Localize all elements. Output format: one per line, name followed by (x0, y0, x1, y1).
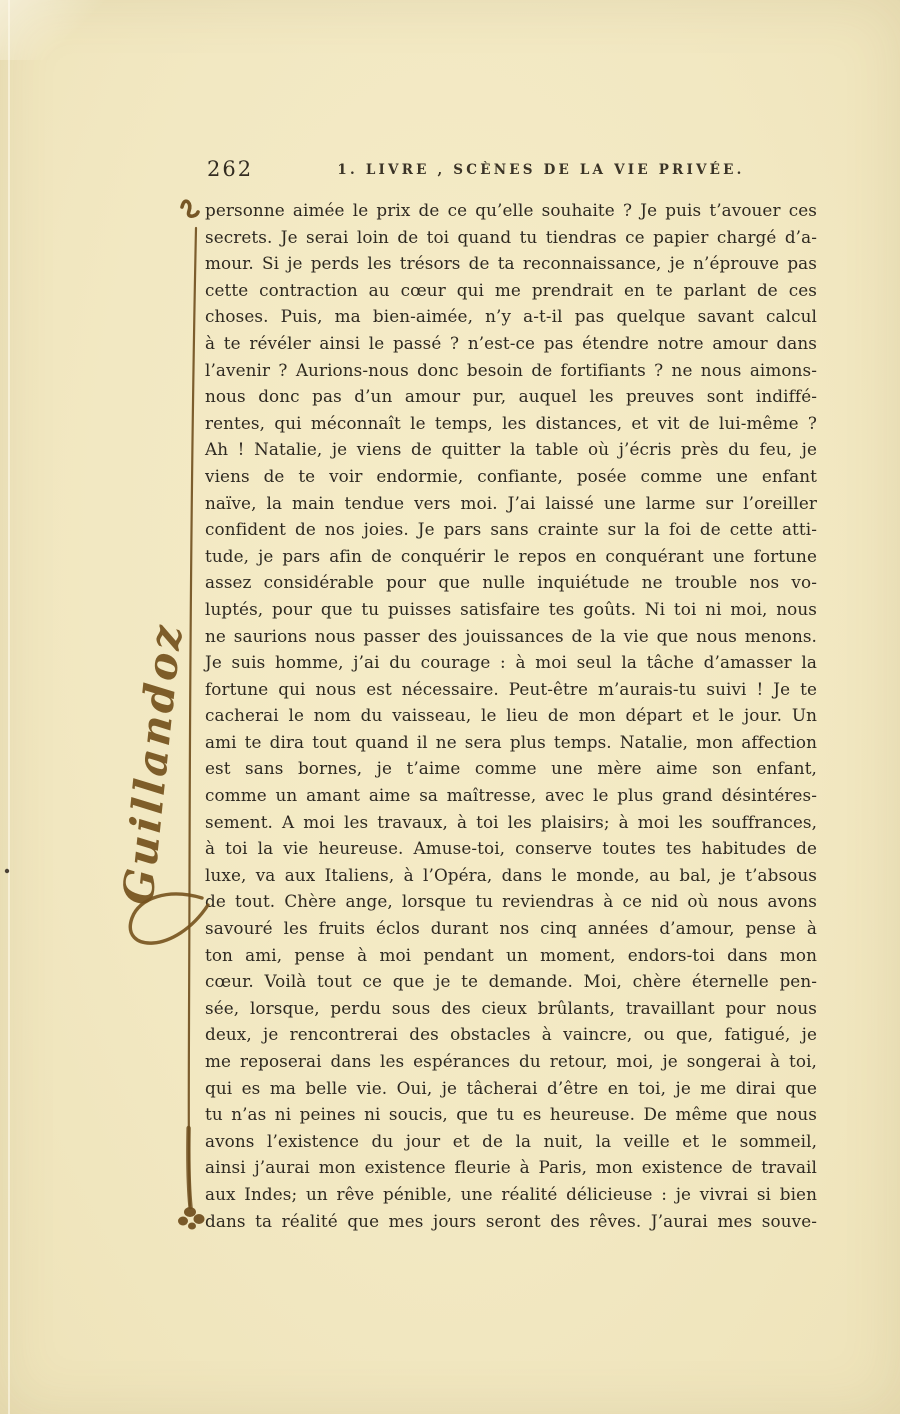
text-line: Ah ! Natalie, je viens de quitter la table où j’écris près du feu, je (205, 439, 817, 460)
text-line: mour. Si je perds les trésors de ta reconnaissance, je n’éprouve pas (205, 253, 817, 274)
text-line: secrets. Je serai loin de toi quand tu tiendras ce papier chargé d’a- (205, 226, 817, 247)
text-line: fortune qui nous est nécessaire. Peut-être m’aurais-tu suivi ! Je te (205, 678, 817, 699)
text-line: me reposerai dans les espérances du retour, moi, je songerai à toi, (205, 1051, 817, 1071)
text-line: luptés, pour que tu puisses satisfaire tes goûts. Ni toi ni moi, nous (205, 598, 817, 619)
text-line: sement. A moi les travaux, à toi les plaisirs; à moi les souffrances, (205, 811, 817, 832)
page-corner-light (0, 0, 120, 60)
text-line: ainsi j’aurai mon existence fleurie à Paris, mon existence de travail (205, 1157, 817, 1178)
text-line: deux, je rencontrerai des obstacles à vaincre, ou que, fatigué, je (205, 1024, 817, 1045)
text-line: assez considérable pour que nulle inquiétude ne trouble nos vo- (205, 572, 817, 593)
page-edge (8, 0, 10, 1414)
text-line: nous donc pas d’un amour pur, auquel les preuves sont indiffé- (205, 386, 817, 407)
text-line: ami te dira tout quand il ne sera plus temps. Natalie, mon affection (205, 731, 817, 752)
text-line: confident de nos joies. Je pars sans crainte sur la foi de cette atti- (205, 519, 817, 540)
text-line: l’avenir ? Aurions-nous donc besoin de fortifiants ? ne nous aimons- (205, 359, 817, 380)
page-number: 262 (207, 157, 254, 181)
vertical-pen-line (189, 228, 196, 1206)
text-line: à toi la vie heureuse. Amuse-toi, conserve toutes tes habitudes de (205, 838, 817, 859)
bottom-ink-blot (178, 1207, 205, 1230)
text-line: rentes, qui méconnaît le temps, les distances, et vit de lui-même ? (205, 412, 817, 433)
vertical-pen-line-lower-thick (188, 1128, 190, 1207)
text-line: qui es ma belle vie. Oui, je tâcherai d’être en toi, je me dirai que (205, 1077, 817, 1098)
text-line: ne saurions nous passer des jouissances de la vie que nous menons. (205, 625, 817, 646)
text-line: de tout. Chère ange, lorsque tu reviendras à ce nid où nous avons (205, 891, 817, 912)
text-block (205, 197, 817, 1234)
handwritten-signature: Guillandoz (113, 620, 192, 908)
text-line: viens de te voir endormie, confiante, posée comme une enfant (205, 465, 817, 486)
text-line: est sans bornes, je t’aime comme une mère aime son enfant, (205, 758, 817, 779)
signature-flourish (130, 894, 208, 943)
text-line: cette contraction au cœur qui me prendrait en te parlant de ces (205, 279, 817, 300)
text-line: dans ta réalité que mes jours seront des rêves. J’aurai mes souve- (205, 1210, 817, 1231)
text-line: personne aimée le prix de ce qu’elle souhaite ? Je puis t’avouer ces (205, 200, 817, 220)
text-line: ton ami, pense à moi pendant un moment, endors-toi dans mon (205, 944, 817, 965)
text-line: sée, lorsque, perdu sous des cieux brûlants, travaillant pour nous (205, 997, 817, 1018)
running-header-title: 1. LIVRE , SCÈNES DE LA VIE PRIVÉE. (337, 162, 745, 178)
text-line: tu n’as ni peines ni soucis, que tu es heureuse. De même que nous (205, 1104, 817, 1125)
text-line: savouré les fruits éclos durant nos cinq années d’amour, pense à (205, 918, 817, 939)
text-line: à te révéler ainsi le passé ? n’est-ce pas étendre notre amour dans (205, 332, 817, 353)
text-line: Je suis homme, j’ai du courage : à moi seul la tâche d’amasser la (205, 652, 817, 673)
top-hook-mark (182, 201, 198, 216)
text-line: cœur. Voilà tout ce que je te demande. Moi, chère éternelle pen- (205, 971, 817, 992)
text-line: avons l’existence du jour et de la nuit, la veille et le sommeil, (205, 1130, 817, 1151)
text-line: aux Indes; un rêve pénible, une réalité délicieuse : je vivrai si bien (205, 1183, 817, 1204)
text-line: naïve, la main tendue vers moi. J’ai laissé une larme sur l’oreiller (205, 492, 817, 513)
text-line: comme un amant aime sa maîtresse, avec le plus grand désintéres- (205, 785, 817, 806)
text-line: choses. Puis, ma bien-aimée, n’y a-t-il pas quelque savant calcul (205, 306, 817, 327)
text-line: cacherai le nom du vaisseau, le lieu de mon départ et le jour. Un (205, 705, 817, 726)
text-line: luxe, va aux Italiens, à l’Opéra, dans le monde, au bal, je t’absous (205, 864, 817, 885)
text-line: tude, je pars afin de conquérir le repos en conquérant une fortune (205, 545, 817, 566)
running-header (205, 156, 817, 184)
